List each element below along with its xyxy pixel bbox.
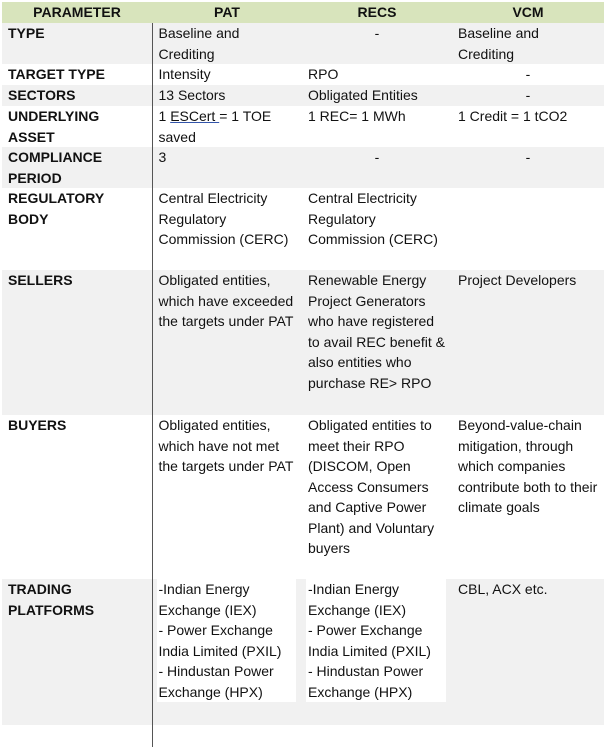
row-buyers [2, 415, 604, 579]
pat-cell: Obligated entities, which have not met the targets under PAT [152, 415, 302, 579]
escert-link[interactable]: ESCert [170, 108, 220, 124]
param-label: SECTORS [2, 85, 152, 106]
pat-cell [152, 106, 302, 147]
column-divider [152, 721, 153, 747]
header-vcm: VCM [452, 2, 604, 23]
param-label: BUYERS [2, 415, 152, 579]
vcm-cell: Project Developers [452, 270, 604, 415]
param-label: TYPE [2, 23, 152, 64]
row-underlying-asset [2, 106, 604, 147]
vcm-cell: Beyond-value-chain mitigation, through which companies contribute both to their climate goals [452, 415, 604, 579]
row-target-type [2, 64, 604, 85]
vcm-cell: CBL, ACX etc. [452, 579, 604, 725]
row-trading-platforms [2, 579, 604, 725]
vcm-cell: - [452, 147, 604, 188]
param-label: REGULATORY BODY [2, 188, 152, 270]
header-row [2, 2, 604, 23]
pat-cell: Central Electricity Regulatory Commission (CERC) [152, 188, 302, 270]
pat-cell: 13 Sectors [152, 85, 302, 106]
pat-suffix: = 1 TOE saved [158, 108, 272, 145]
row-sellers [2, 270, 604, 415]
vcm-cell: - [452, 64, 604, 85]
header-pat: PAT [152, 2, 302, 23]
param-label: TARGET TYPE [2, 64, 152, 85]
vcm-cell: 1 Credit = 1 tCO2 [452, 106, 604, 147]
header-recs: RECS [302, 2, 452, 23]
pat-prefix: 1 [158, 108, 171, 124]
pat-cell: Obligated entities, which have exceeded the targets under PAT [152, 270, 302, 415]
recs-cell: Renewable Energy Project Generators who have registered to avail REC benefit & also entities who purchase RE> RPO [302, 270, 452, 415]
vcm-cell [452, 188, 604, 270]
list-item: - Power Exchange India Limited (PXIL) [158, 622, 282, 659]
recs-cell: 1 REC= 1 MWh [302, 106, 452, 147]
list-item: -Indian Energy Exchange (IEX) [158, 581, 257, 618]
header-parameter: PARAMETER [2, 2, 152, 23]
pat-cell [152, 579, 302, 725]
param-label: SELLERS [2, 270, 152, 415]
recs-cell: Obligated entities to meet their RPO (DISCOM, Open Access Consumers and Captive Power Plant) and Voluntary buyers [302, 415, 452, 579]
pat-cell: Baseline and Crediting [152, 23, 302, 64]
row-sectors [2, 85, 604, 106]
pat-cell: Intensity [152, 64, 302, 85]
list-item: - Hindustan Power Exchange (HPX) [158, 663, 274, 700]
recs-cell: RPO [302, 64, 452, 85]
param-label: COMPLIANCE PERIOD [2, 147, 152, 188]
row-type [2, 23, 604, 64]
row-compliance-period [2, 147, 604, 188]
param-label: TRADING PLATFORMS [2, 579, 152, 725]
pat-platform-list [157, 579, 297, 702]
recs-platform-list [306, 579, 446, 702]
recs-cell: Central Electricity Regulatory Commission (CERC) [302, 188, 452, 270]
recs-cell [302, 579, 452, 725]
row-regulatory-body [2, 188, 604, 270]
recs-cell: Obligated Entities [302, 85, 452, 106]
comparison-table [2, 2, 605, 725]
vcm-cell: - [452, 85, 604, 106]
recs-cell: - [302, 147, 452, 188]
list-item: - Power Exchange India Limited (PXIL) [308, 622, 431, 659]
list-item: - Hindustan Power Exchange (HPX) [308, 663, 424, 700]
pat-cell: 3 [152, 147, 302, 188]
vcm-cell: Baseline and Crediting [452, 23, 604, 64]
param-label: UNDERLYING ASSET [2, 106, 152, 147]
list-item: -Indian Energy Exchange (IEX) [308, 581, 407, 618]
recs-cell: - [302, 23, 452, 64]
